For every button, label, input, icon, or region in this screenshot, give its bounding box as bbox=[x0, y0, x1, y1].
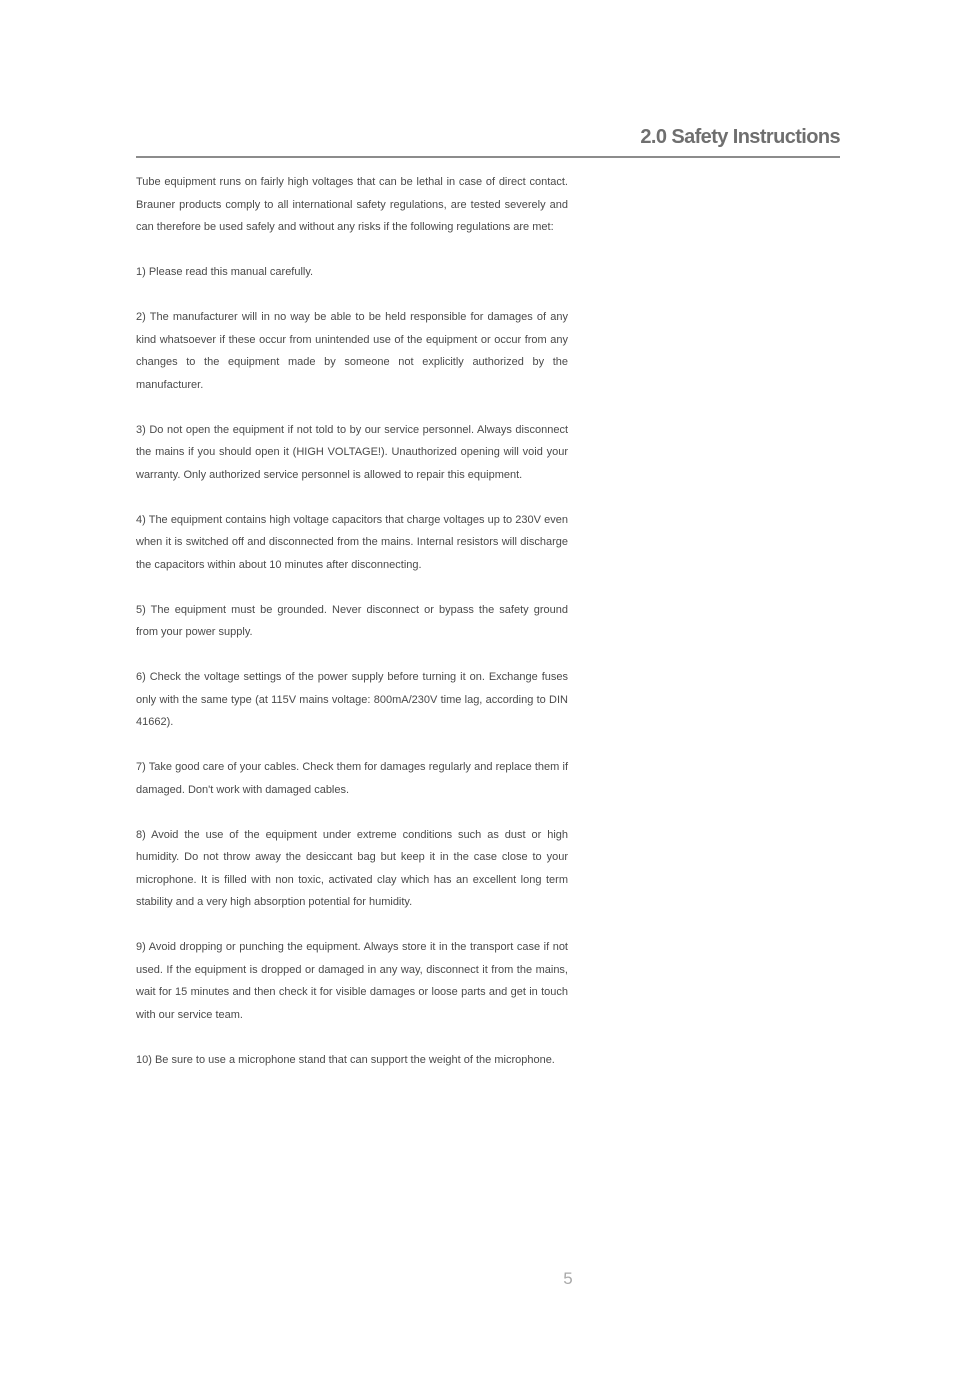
header-rule bbox=[136, 156, 840, 158]
instruction-6: 6) Check the voltage settings of the power supply before turning it on. Exchange fuses only with the same type (at 115V mains voltage: 800mA/230V time lag, according to DIN 41662). bbox=[136, 671, 568, 728]
instruction-4: 4) The equipment contains high voltage capacitors that charge voltages up to 230V even when it is switched off and disconnected from the mains. Internal resistors will discharge the capacitors within about 10 minutes after disconnecting. bbox=[136, 513, 568, 571]
instruction-8: 8) Avoid the use of the equipment under extreme conditions such as dust or high humidity. Do not throw away the desiccant bag but keep it in the case close to your microphone. It is filled with non toxic, activated clay which has an excellent long term stability and a very high absorption potential for humidity. bbox=[136, 828, 568, 908]
instruction-1: 1) Please read this manual carefully. bbox=[136, 266, 314, 278]
instruction-3: 3) Do not open the equipment if not told to by our service personnel. Always disconnect the mains if you should open it (HIGH VOLTAGE!). Unauthorized opening will void your warranty. Only authorized service personnel is allowed to repair this equipment. bbox=[136, 423, 568, 481]
instruction-7: 7) Take good care of your cables. Check them for damages regularly and replace them if damaged. Don't work with damaged cables. bbox=[136, 761, 568, 796]
instruction-5: 5) The equipment must be grounded. Never disconnect or bypass the safety ground from your power supply. bbox=[136, 603, 568, 638]
safety-instructions-body bbox=[136, 171, 568, 1094]
instruction-9: 9) Avoid dropping or punching the equipment. Always store it in the transport case if not used. If the equipment is dropped or damaged in any way, disconnect it from the mains, wait for 15 minutes and then check it for visible damages or loose parts and get in touch with our service team. bbox=[136, 941, 568, 1021]
intro-paragraph: Tube equipment runs on fairly high voltages that can be lethal in case of direct contact. Brauner products comply to all international safety regulations, are tested severely and can therefore be used safely and without any risks if the following regulations are met: bbox=[136, 176, 568, 233]
instruction-2: 2) The manufacturer will in no way be able to be held responsible for damages of any kind whatsoever if these occur from unintended use of the equipment or occur from any changes to the equipment made by someone not explicitly authorized by the manufacturer. bbox=[136, 311, 568, 391]
page-header bbox=[136, 124, 840, 160]
instruction-10: 10) Be sure to use a microphone stand that can support the weight of the microphone. bbox=[136, 1053, 555, 1066]
section-title: 2.0 Safety Instructions bbox=[640, 126, 840, 148]
page-number: 5 bbox=[563, 1269, 573, 1288]
